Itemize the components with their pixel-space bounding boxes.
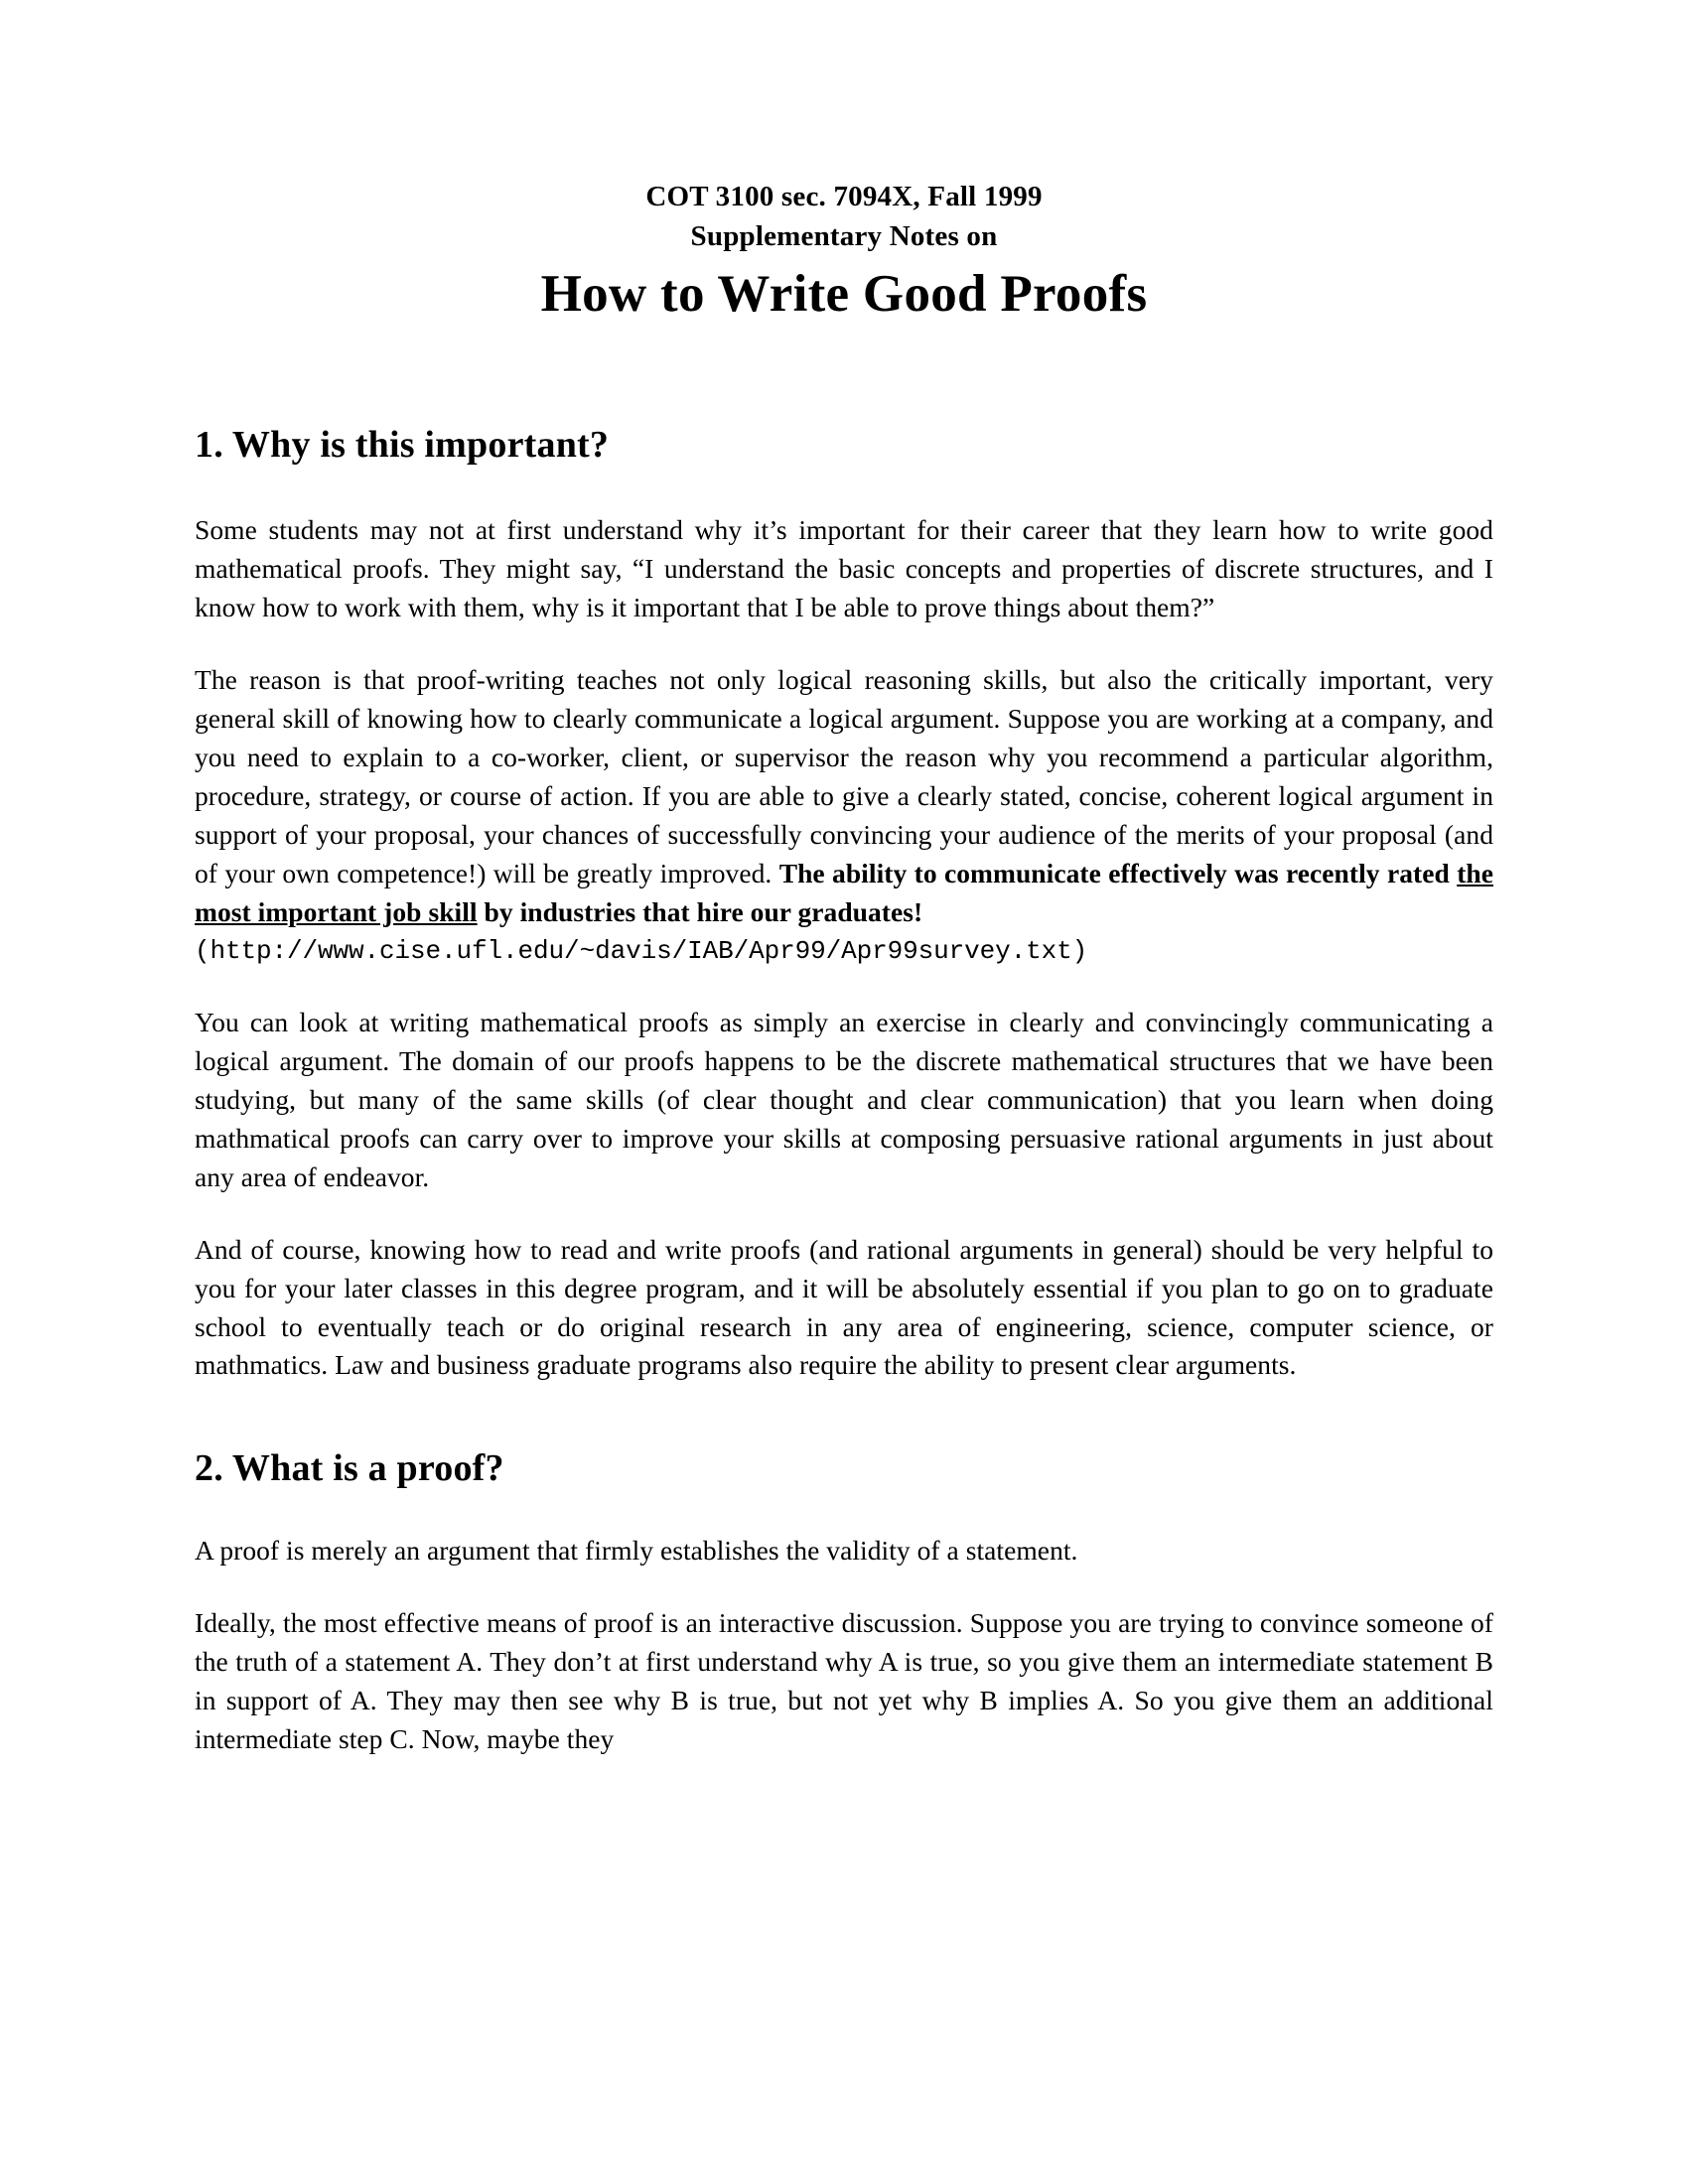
paragraph-1-1: Some students may not at first understand why it’s important for their career that they learn how to write good mathematical proofs. They might say, “I understand the basic concepts and properties of discrete structures, and I know how to work with them, why is it important that I be able to prove things about them?” xyxy=(195,514,1493,623)
paragraph-2-1: A proof is merely an argument that firmly establishes the validity of a statement. xyxy=(195,1534,1078,1566)
paragraph-1-2 xyxy=(195,661,1493,970)
supplementary-line: Supplementary Notes on xyxy=(690,220,998,253)
survey-url: (http://www.cise.ufl.edu/~davis/IAB/Apr99/Apr99survey.txt) xyxy=(195,936,1088,967)
course-line: COT 3100 sec. 7094X, Fall 1999 xyxy=(645,181,1043,212)
section-heading-1: 1. Why is this important? xyxy=(195,423,610,466)
document-content xyxy=(195,177,1493,1758)
emphasis-bold-underlined: the most important job skill xyxy=(195,857,1493,927)
paragraph-1-4: And of course, knowing how to read and write proofs (and rational arguments in general) should be very helpful to you for your later classes in this degree program, and it will be absolutely essential if you plan to go on to graduate school to eventually teach or do original research in any area of engineering, science, computer science, or mathmatics. Law and business graduate programs also require the ability to present clear arguments. xyxy=(195,1233,1493,1381)
emphasis-bold-tail: by industries that hire our graduates! xyxy=(477,895,923,927)
paragraph-1-2-text: The reason is that proof-writing teaches not only logical reasoning skills, but also the critically important, very general skill of knowing how to clearly communicate a logical argument. Suppose you are working at a company, and you need to explain to a co-worker, client, or supervisor the reason why you recommend a particular algorithm, procedure, strategy, or course of action. If you are able to give a clearly stated, concise, coherent logical argument in support of your proposal, your chances of successfully convincing your audience of the merits of your proposal (and of your own competence!) will be greatly improved. xyxy=(195,664,1493,888)
paragraph-2-2: Ideally, the most effective means of proof is an interactive discussion. Suppose you are trying to convince someone of the truth of a statement A. They don’t at first understand why A is true, so you give them an intermediate statement B in support of A. They may then see why B is true, but not yet why B implies A. So you give them an additional intermediate step C. Now, maybe they xyxy=(195,1606,1493,1754)
paragraph-1-3: You can look at writing mathematical proofs as simply an exercise in clearly and convincingly communicating a logical argument. The domain of our proofs happens to be the discrete mathematical structures that we have been studying, but many of the same skills (of clear thought and clear communication) that you learn when doing mathmatical proofs can carry over to improve your skills at composing persuasive rational arguments in just about any area of endeavor. xyxy=(195,1007,1493,1192)
section-heading-2: 2. What is a proof? xyxy=(195,1447,504,1490)
emphasis-bold-lead: The ability to communicate effectively was recently rated xyxy=(778,857,1458,888)
document-header xyxy=(195,177,1493,328)
page-title: How to Write Good Proofs xyxy=(540,265,1148,324)
